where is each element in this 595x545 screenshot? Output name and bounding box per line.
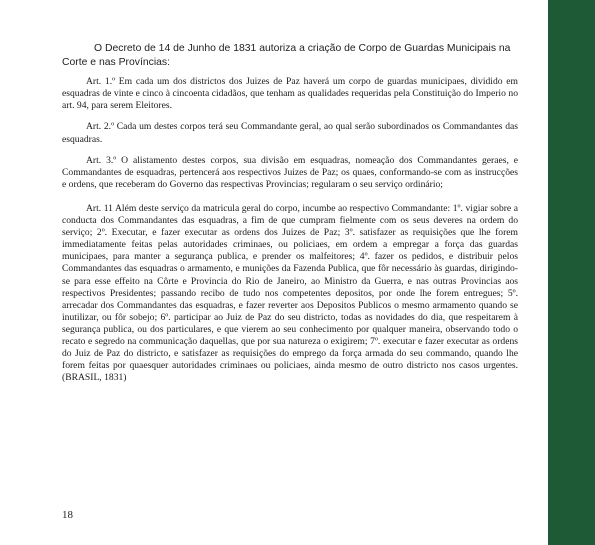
intro-paragraph: O Decreto de 14 de Junho de 1831 autoriza a criação de Corpo de Guardas Municipais na Corte e nas Províncias:: [62, 43, 511, 68]
page-content: [62, 42, 518, 393]
article-1: Art. 1.º Em cada um dos districtos dos Juizes de Paz haverá um corpo de guardas municipaes, dividido em esquadras de vinte e cinco à cincoenta cidadãos, que tenham as qualidades requeridas pela Constituição do Imperio no art. 94, para serem Eleitores.: [62, 76, 518, 112]
decree-quote: [62, 76, 518, 384]
article-11: Art. 11 Além deste serviço da matricula geral do corpo, incumbe ao respectivo Commandante: 1º. vigiar sobre a conducta dos Commandantes das esquadras, a fim de que cumpram fielmente com os seus deveres na ordem do serviço; 2º. Executar, e fazer executar as ordens dos Juizes de Paz; 3º. satisfazer as requisições que lhe forem immediatamente feitas pelas autoridades criminaes, ou policiaes, em ordem a empregar a força das guardas municipaes, para manter a segurança publica, e prender os malfeitores; 4º. fazer os pedidos, e distribuir pelos Commandantes das esquadras o armamento, e munições da Fazenda Publica, que fôr necessário às guardas, dirigindo-se para esse effeito na Côrte e Provincia do Rio de Janeiro, ao Ministro da Guerra, e nas outras Provincias aos respectivos Presidentes; passando recibo de tudo nos competentes depositos, por onde lhe forem entregues; 5º. arrecadar dos Commandantes das esquadras, e fazer reverter aos Depositos Publicos o mesmo armamento quando se inutilizar, ou fôr sobejo; 6º. participar ao Juiz de Paz do seu districto, todas as novidades do dia, que respeitarem à segurança publica, ou dos particulares, e que vierem ao seu conhecimento por qualquer maneira, observando todo o recato e segredo na communicação daquellas, que por sua natureza o exigirem; 7º. executar e fazer executar as ordens do Juiz de Paz do districto, e satisfazer as requisições do emprego da força armada do seu commando, quando lhe forem feitas por quaesquer autoridades criminaes ou policiaes, ainda mesmo de outro districto nos casos urgentes. (BRASIL, 1831): [62, 202, 518, 384]
page-number: 18: [62, 509, 73, 521]
side-color-band: [548, 0, 595, 545]
article-2: Art. 2.º Cada um destes corpos terá seu Commandante geral, ao qual serão subordinados os Commandantes das esquadras.: [62, 121, 518, 145]
article-3: Art. 3.º O alistamento destes corpos, sua divisão em esquadras, nomeação dos Commandantes geraes, e Commandantes de esquadras, pertencerá aos respectivos Juizes de Paz; os quaes, conformando-se com as instrucções e ordens, que receberam do Governo das respectivas Provincias; regularam o seu serviço ordinário;: [62, 154, 518, 190]
